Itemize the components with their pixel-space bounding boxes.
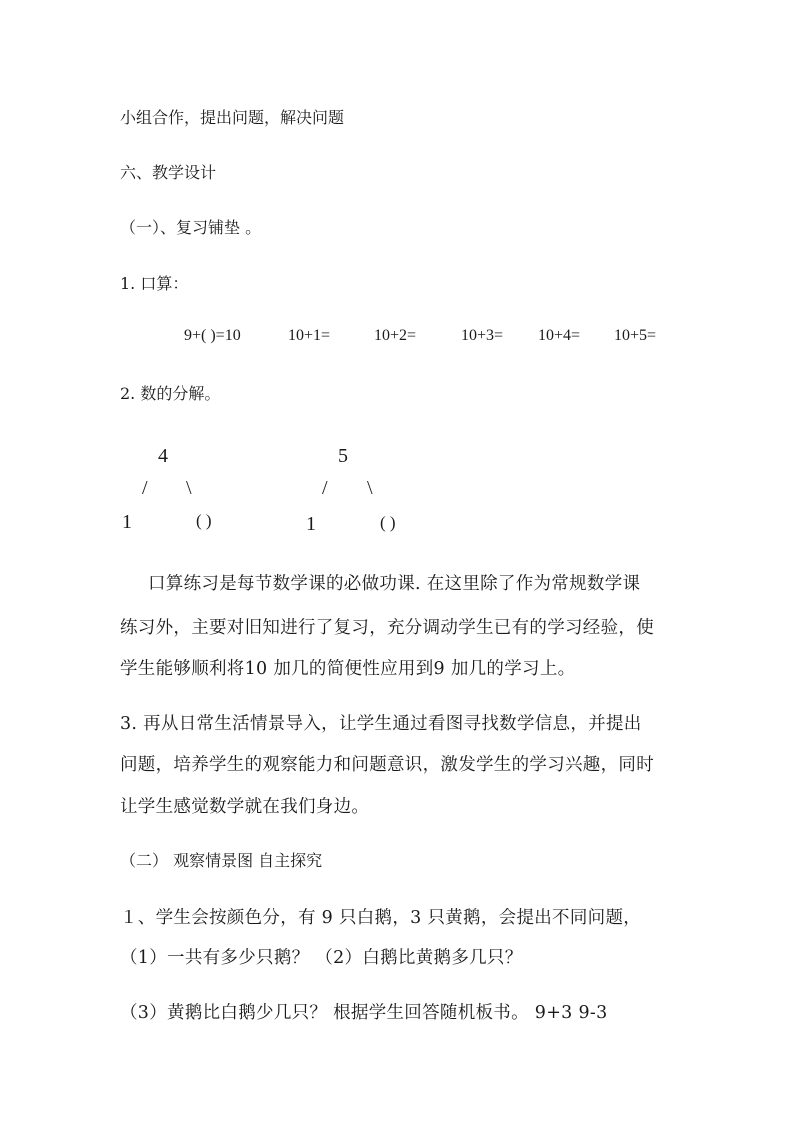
oral-expression: 9+( )=10 [184,327,241,344]
paragraph-line: １、学生会按颜色分，有 9 只白鹅，3 只黄鹅，会提出不同问题， [120,908,642,928]
tree-right-blank: ( ) [196,511,212,530]
paragraph-line: 让学生感觉数学就在我们身边。 [120,797,370,817]
oral-expression: 10+3= [461,327,504,344]
tree-left-number: 1 [306,513,316,535]
paragraph-line: （1）一共有多少只鹅？ （2）白鹅比黄鹅多几只？ [120,948,523,968]
paragraph-line: 口算练习是每节数学课的必做功课. 在这里除了作为常规数学课 [148,574,641,594]
subsection-heading-explore: （二） 观察情景图 自主探究 [120,851,323,870]
subsection-heading-review: （一）、复习铺垫 。 [120,218,262,237]
item-number-decomposition: 2. 数的分解。 [120,384,221,403]
tree-top-number: 4 [158,445,168,467]
tree-left-branch: / [322,477,328,499]
tree-left-branch: / [142,477,148,499]
tree-right-branch: \ [367,477,373,499]
item-oral-calculation: 1. 口算： [120,274,189,293]
section-heading-teaching-design: 六、教学设计 [120,163,217,182]
teaching-method-line: 小组合作，提出问题，解决问题 [120,108,345,127]
paragraph-line: 学生能够顺利将10 加几的简便性应用到9 加几的学习上。 [120,659,576,679]
paragraph-line: 3. 再从日常生活情景导入，让学生通过看图寻找数学信息，并提出 [120,714,642,734]
tree-top-number: 5 [338,445,348,467]
oral-expression: 10+2= [374,327,417,344]
oral-expression: 10+4= [538,327,581,344]
tree-right-branch: \ [186,477,192,499]
paragraph-line: 问题，培养学生的观察能力和问题意识，激发学生的学习兴趣，同时 [120,755,654,775]
tree-right-blank: ( ) [380,513,396,532]
paragraph-line: （3）黄鹅比白鹅少几只？ 根据学生回答随机板书。 9+3 9-3 [120,1003,608,1023]
tree-left-number: 1 [122,511,132,533]
paragraph-line: 练习外，主要对旧知进行了复习，充分调动学生已有的学习经验，使 [120,618,654,638]
oral-expression: 10+5= [614,327,657,344]
oral-expression: 10+1= [288,327,331,344]
